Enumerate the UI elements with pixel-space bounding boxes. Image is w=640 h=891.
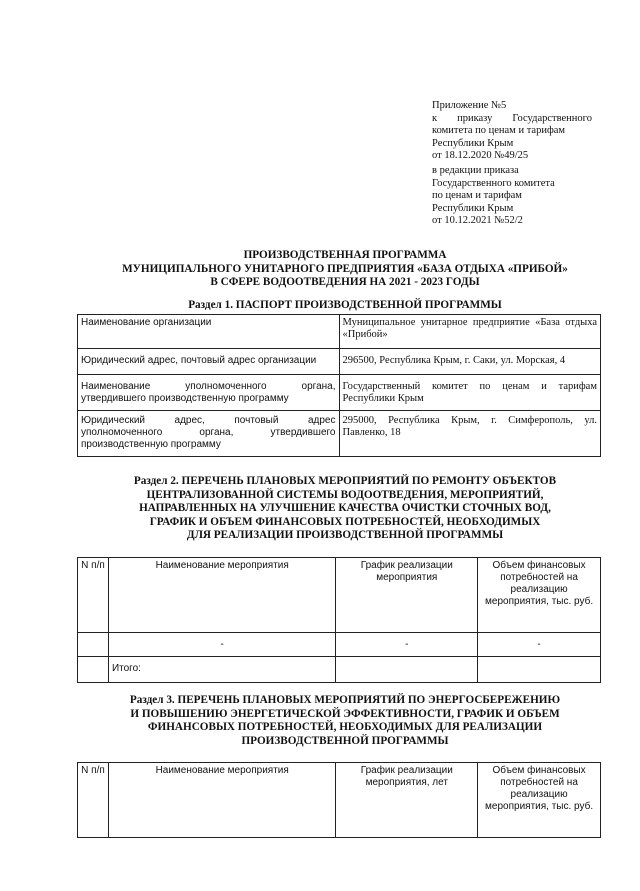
table-header-row: [78, 558, 601, 633]
section2-title-line: ДЛЯ РЕАЛИЗАЦИИ ПРОИЗВОДСТВЕННОЙ ПРОГРАММЫ: [186, 529, 504, 541]
section3-title-line: ФИНАНСОВЫХ ПОТРЕБНОСТЕЙ, НЕОБХОДИМЫХ ДЛЯ РЕАЛИЗАЦИИ: [147, 721, 543, 733]
appendix-line: [432, 113, 592, 126]
appendix-line: Республики Крым: [432, 137, 514, 149]
header-cell: График реализации мероприятия, лет: [336, 763, 478, 838]
section2-title-line: ЦЕНТРАЛИЗОВАННОЙ СИСТЕМЫ ВОДООТВЕДЕНИЯ, МЕРОПРИЯТИЙ,: [146, 488, 544, 501]
passport-label: Наименование организации: [78, 315, 340, 349]
header-cell: Объем финансовых потребностей на реализацию мероприятия, тыс. руб.: [478, 763, 601, 838]
appendix-note: [432, 100, 592, 228]
header-cell: N п/п: [78, 558, 109, 633]
title-line: В СФЕРЕ ВОДООТВЕДЕНИЯ НА 2021 - 2023 ГОДЫ: [210, 276, 480, 288]
table-header-row: [78, 763, 601, 838]
appendix-line: Государственного комитета: [432, 177, 555, 189]
section2-title: [60, 475, 630, 543]
title-line: ПРОИЗВОДСТВЕННАЯ ПРОГРАММА: [243, 249, 447, 261]
header-cell: Наименование мероприятия: [108, 558, 335, 633]
table-row: [78, 349, 601, 375]
table-cell: [78, 633, 109, 657]
passport-value: Муниципальное унитарное предприятие «База отдыха «Прибой»: [339, 315, 601, 349]
passport-label: Юридический адрес, почтовый адрес уполномоченного органа, утвердившего производственную программу: [78, 411, 340, 457]
table-row: [78, 315, 601, 349]
appendix-word: Государственного: [512, 112, 592, 124]
table-cell: [78, 657, 109, 683]
appendix-line: Республики Крым: [432, 202, 514, 214]
table-row: [78, 375, 601, 411]
appendix-line: комитета по ценам и тарифам: [432, 125, 566, 137]
passport-table: [77, 314, 601, 457]
header-cell: Объем финансовых потребностей на реализацию мероприятия, тыс. руб.: [478, 558, 601, 633]
appendix-word: приказу: [457, 112, 493, 124]
section3-title-line: И ПОВЫШЕНИЮ ЭНЕРГЕТИЧЕСКОЙ ЭФФЕКТИВНОСТИ, ГРАФИК И ОБЪЕМ: [130, 707, 560, 720]
passport-label: Юридический адрес, почтовый адрес организации: [78, 349, 340, 375]
section2-title-line: НАПРАВЛЕННЫХ НА УЛУЧШЕНИЕ КАЧЕСТВА ОЧИСТКИ СТОЧНЫХ ВОД,: [139, 502, 551, 514]
table-total-row: [78, 657, 601, 683]
passport-value: 295000, Республика Крым, г. Симферополь, ул. Павленко, 18: [339, 411, 601, 457]
passport-value: Государственный комитет по ценам и тарифам Республики Крым: [339, 375, 601, 411]
appendix-line: от 18.12.2020 №49/25: [432, 150, 529, 162]
appendix-line: по ценам и тарифам: [432, 190, 522, 202]
section2-title-line: Раздел 2. ПЕРЕЧЕНЬ ПЛАНОВЫХ МЕРОПРИЯТИЙ ПО РЕМОНТУ ОБЪЕКТОВ: [133, 475, 557, 487]
section3-title: [60, 694, 630, 748]
appendix-line: от 10.12.2021 №52/2: [432, 215, 523, 227]
section3-title-line: Раздел 3. ПЕРЕЧЕНЬ ПЛАНОВЫХ МЕРОПРИЯТИЙ ПО ЭНЕРГОСБЕРЕЖЕНИЮ: [129, 694, 561, 706]
repair-measures-table: [77, 557, 601, 683]
total-label: Итого:: [108, 657, 335, 683]
table-row: [78, 633, 601, 657]
program-title: [60, 249, 630, 290]
table-cell: -: [478, 633, 601, 657]
energy-measures-table: [77, 762, 601, 838]
title-line: МУНИЦИПАЛЬНОГО УНИТАРНОГО ПРЕДПРИЯТИЯ «БАЗА ОТДЫХА «ПРИБОЙ»: [122, 262, 568, 275]
section1-title: Раздел 1. ПАСПОРТ ПРОИЗВОДСТВЕННОЙ ПРОГРАММЫ: [188, 299, 502, 311]
section2-title-line: ГРАФИК И ОБЪЕМ ФИНАНСОВЫХ ПОТРЕБНОСТЕЙ, НЕОБХОДИМЫХ: [149, 515, 541, 528]
table-cell: -: [108, 633, 335, 657]
table-cell: [336, 657, 478, 683]
table-row: [78, 411, 601, 457]
appendix-line: Приложение №5: [432, 100, 507, 111]
appendix-word: к: [432, 112, 438, 124]
header-cell: Наименование мероприятия: [108, 763, 335, 838]
passport-value: 296500, Республика Крым, г. Саки, ул. Морская, 4: [339, 349, 601, 375]
table-cell: -: [336, 633, 478, 657]
table-cell: [478, 657, 601, 683]
section3-title-line: ПРОИЗВОДСТВЕННОЙ ПРОГРАММЫ: [241, 734, 449, 747]
header-cell: График реализации мероприятия: [336, 558, 478, 633]
passport-label: Наименование уполномоченного органа, утвердившего производственную программу: [78, 375, 340, 411]
header-cell: N п/п: [78, 763, 109, 838]
appendix-line: в редакции приказа: [432, 164, 519, 176]
